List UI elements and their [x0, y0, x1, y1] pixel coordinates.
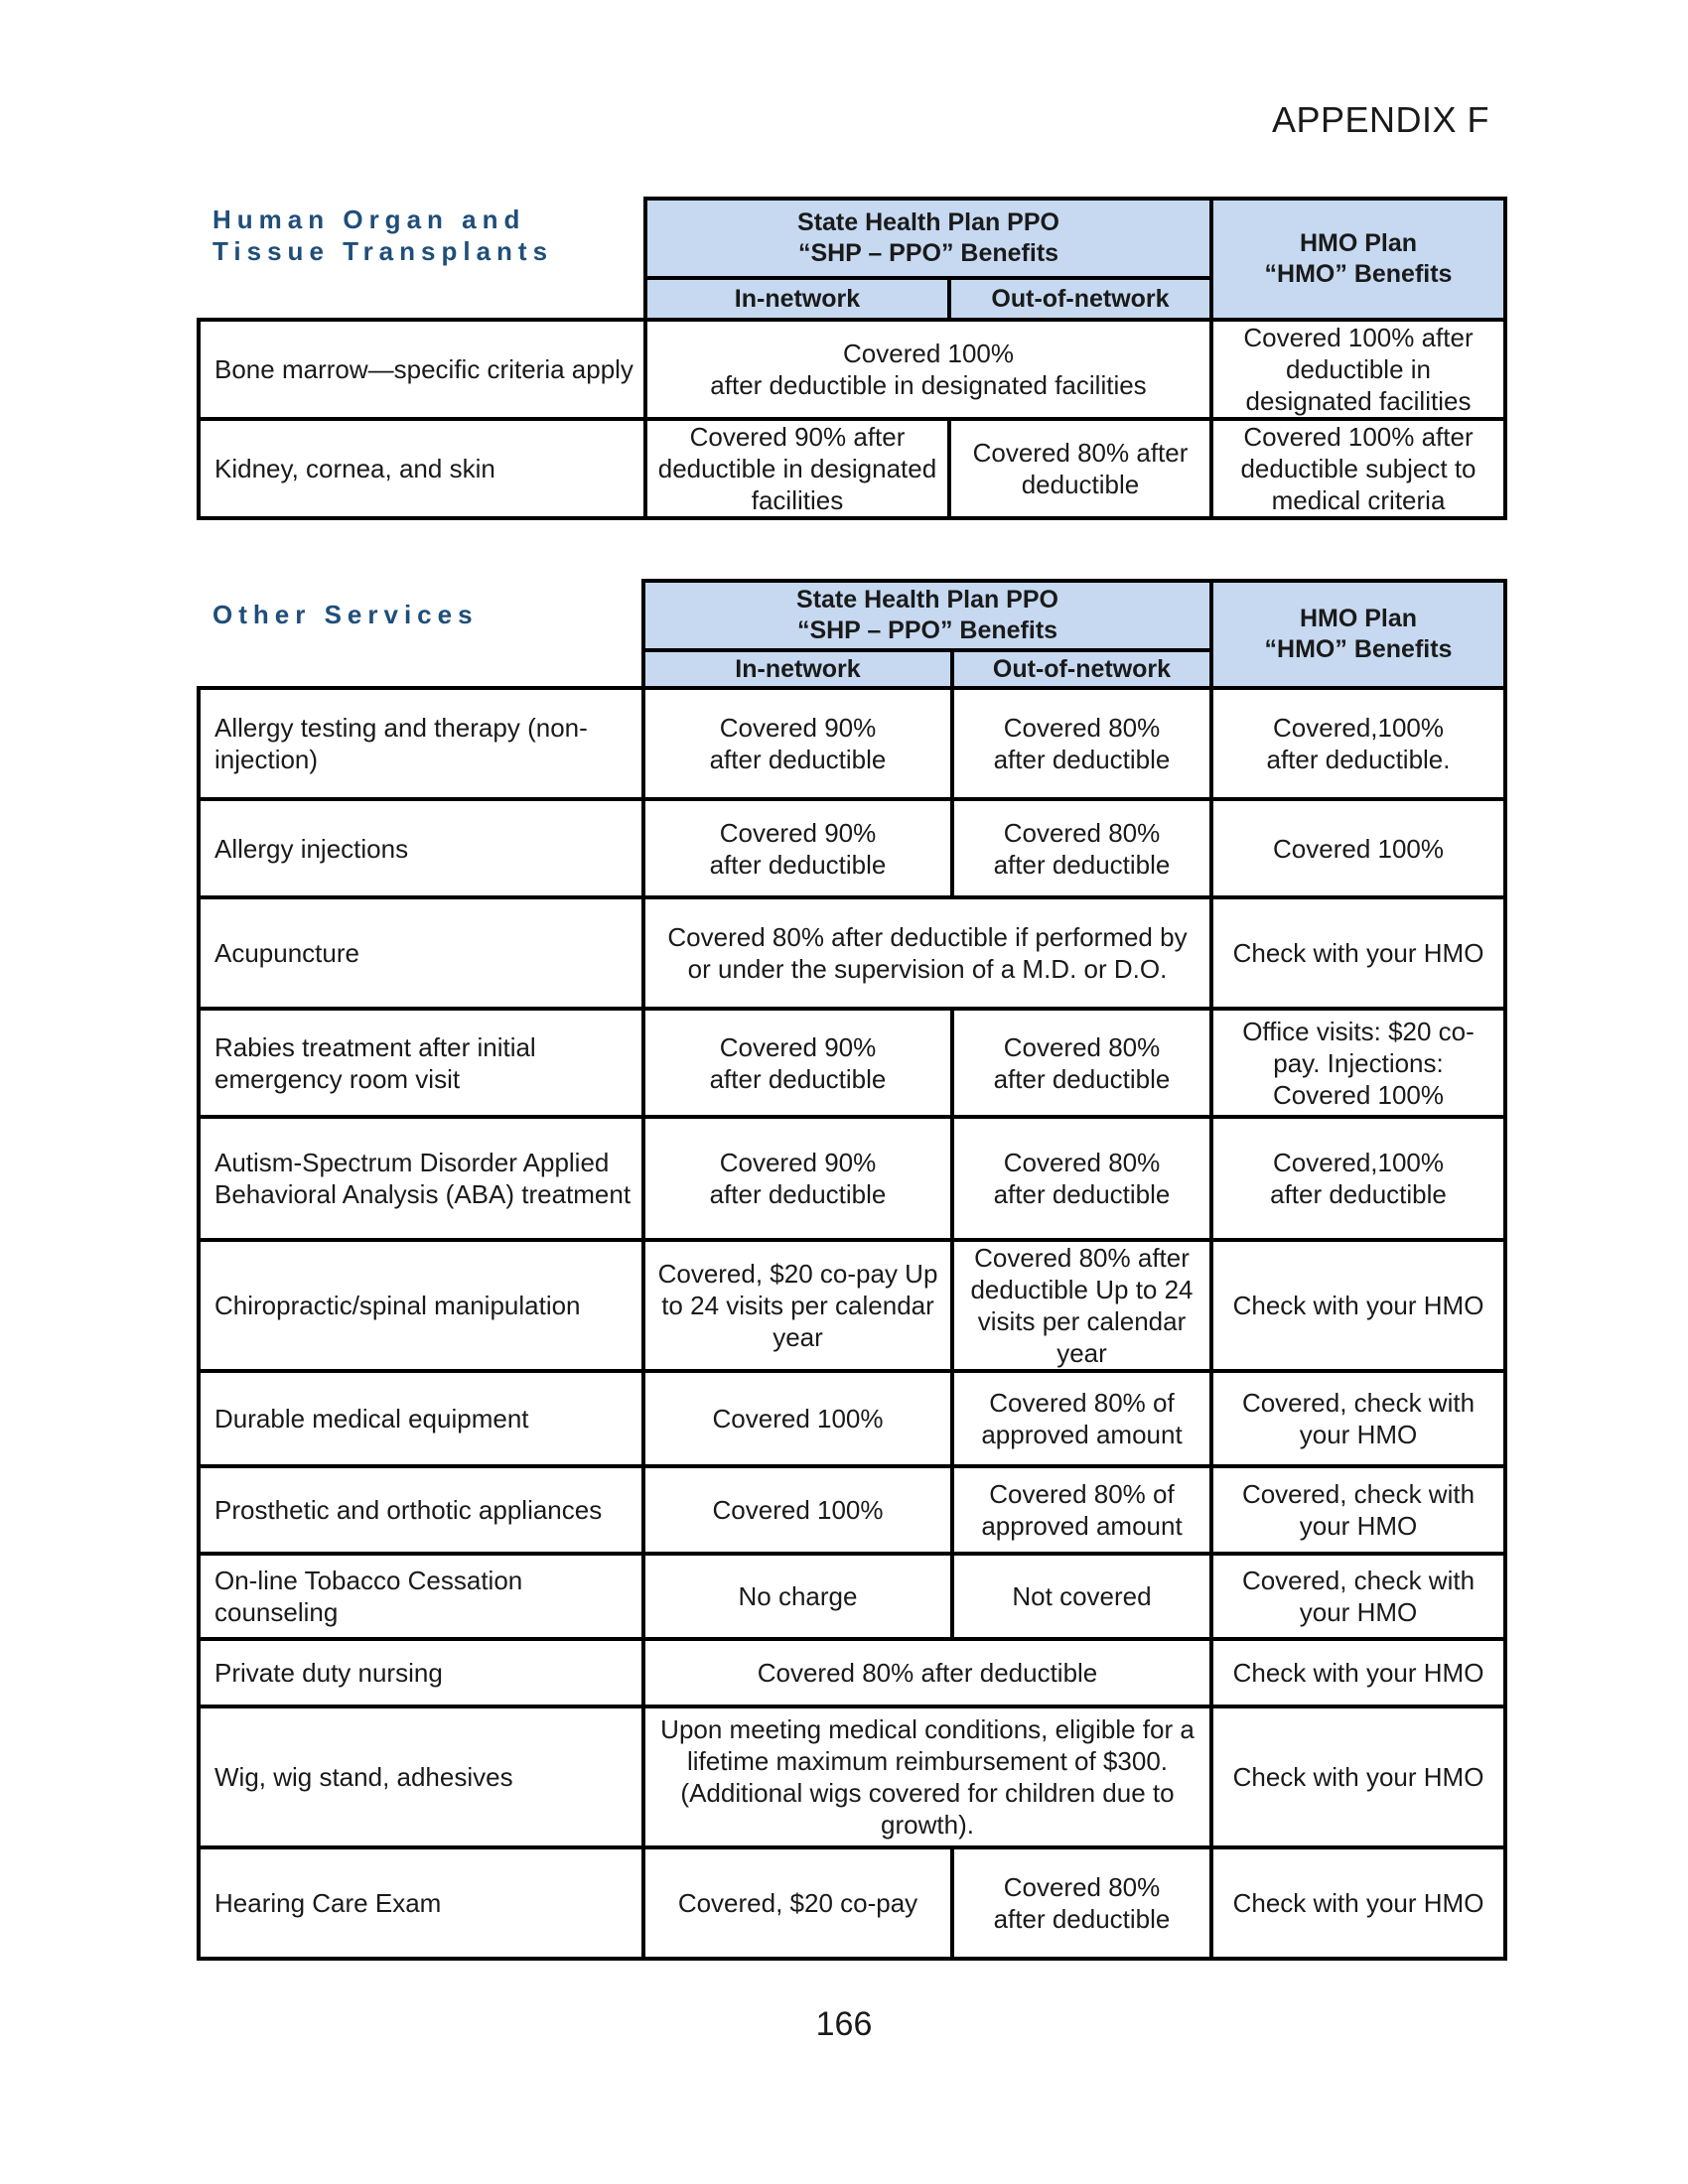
table-row — [199, 897, 1505, 1009]
row-label: Allergy testing and therapy (non-injection) — [199, 688, 643, 799]
hmo-benefit-cell: Covered 100% — [1211, 799, 1505, 897]
in-network-benefit-cell: Covered 90% after deductible — [643, 1009, 952, 1117]
hmo-benefit-cell: Check with your HMO — [1211, 1706, 1505, 1847]
shp-benefit-cell: Covered 80% after deductible — [643, 1639, 1211, 1706]
out-of-network-benefit-cell: Covered 80% after deductible — [952, 1009, 1211, 1117]
in-network-benefit-cell: No charge — [643, 1554, 952, 1639]
hmo-benefit-cell: Covered 100% after deductible in designated facilities — [1211, 320, 1505, 419]
in-network-benefit-cell: Covered 90% after deductible — [643, 1117, 952, 1240]
shp-benefit-cell — [645, 320, 1211, 419]
table-row — [199, 320, 1505, 419]
in-network-benefit-cell: Covered 90% after deductible in designated facilities — [645, 419, 949, 518]
hmo-benefit-cell: Check with your HMO — [1211, 1847, 1505, 1959]
out-of-network-benefit-cell: Covered 80% after deductible — [952, 1847, 1211, 1959]
row-label: Bone marrow—specific criteria apply — [199, 320, 645, 419]
table-row — [199, 799, 1505, 897]
in-network-benefit-cell: Covered, $20 co-pay Up to 24 visits per calendar year — [643, 1240, 952, 1371]
shp-ppo-header-line-1: State Health Plan PPO — [796, 586, 1058, 614]
table-row — [199, 419, 1505, 518]
hmo-header — [1211, 581, 1505, 688]
in-network-benefit-cell: Covered 90% after deductible — [643, 799, 952, 897]
hmo-header-line-1: HMO Plan — [1299, 605, 1418, 632]
out-of-network-benefit-cell: Covered 80% after deductible Up to 24 visits per calendar year — [952, 1240, 1211, 1371]
row-label: Autism-Spectrum Disorder Applied Behavioral Analysis (ABA) treatment — [199, 1117, 643, 1240]
hmo-benefit-cell: Covered,100% after deductible — [1211, 1117, 1505, 1240]
hmo-header-line-1: HMO Plan — [1299, 229, 1418, 257]
shp-benefit-line-1: Covered 100% — [843, 339, 1014, 368]
table-row — [199, 688, 1505, 799]
shp-ppo-header-line-2: “SHP – PPO” Benefits — [796, 616, 1058, 644]
transplants-table — [197, 197, 1507, 520]
row-label: Hearing Care Exam — [199, 1847, 643, 1959]
table-row — [199, 1371, 1505, 1466]
table-row — [199, 1009, 1505, 1117]
row-label: Acupuncture — [199, 897, 643, 1009]
appendix-label: APPENDIX F — [1271, 99, 1489, 140]
table-row — [199, 1240, 1505, 1371]
row-label: Rabies treatment after initial emergency room visit — [199, 1009, 643, 1117]
in-network-header: In-network — [645, 278, 949, 320]
header-blank-cell — [199, 581, 643, 688]
hmo-benefit-cell: Check with your HMO — [1211, 1240, 1505, 1371]
shp-benefit-cell: Upon meeting medical conditions, eligible for a lifetime maximum reimbursement of $300. (Additional wigs covered for children due to growth). — [643, 1706, 1211, 1847]
shp-ppo-header — [645, 199, 1211, 278]
page-number: 166 — [815, 2005, 873, 2043]
shp-ppo-header-line-1: State Health Plan PPO — [797, 208, 1059, 236]
row-label: Kidney, cornea, and skin — [199, 419, 645, 518]
out-of-network-benefit-cell: Not covered — [952, 1554, 1211, 1639]
hmo-benefit-cell: Check with your HMO — [1211, 897, 1505, 1009]
row-label: Wig, wig stand, adhesives — [199, 1706, 643, 1847]
shp-benefit-cell: Covered 80% after deductible if performed by or under the supervision of a M.D. or D.O. — [643, 897, 1211, 1009]
row-label: Allergy injections — [199, 799, 643, 897]
table-row — [199, 1117, 1505, 1240]
hmo-header — [1211, 199, 1505, 320]
hmo-benefit-cell: Covered, check with your HMO — [1211, 1371, 1505, 1466]
row-label: Private duty nursing — [199, 1639, 643, 1706]
table-row — [199, 1466, 1505, 1554]
row-label: Chiropractic/spinal manipulation — [199, 1240, 643, 1371]
in-network-header: In-network — [643, 650, 952, 688]
hmo-benefit-cell: Covered 100% after deductible subject to medical criteria — [1211, 419, 1505, 518]
out-of-network-header: Out-of-network — [952, 650, 1211, 688]
hmo-benefit-cell: Covered,100% after deductible. — [1211, 688, 1505, 799]
out-of-network-benefit-cell: Covered 80% after deductible — [952, 799, 1211, 897]
out-of-network-benefit-cell: Covered 80% of approved amount — [952, 1371, 1211, 1466]
section-title-line-2: Tissue Transplants — [212, 236, 554, 266]
out-of-network-header: Out-of-network — [949, 278, 1211, 320]
hmo-benefit-cell: Check with your HMO — [1211, 1639, 1505, 1706]
shp-benefit-line-2: after deductible in designated facilities — [710, 370, 1147, 400]
out-of-network-benefit-cell: Covered 80% after deductible — [952, 1117, 1211, 1240]
in-network-benefit-cell: Covered 90% after deductible — [643, 688, 952, 799]
hmo-header-line-2: “HMO” Benefits — [1264, 260, 1453, 288]
table-row — [199, 1639, 1505, 1706]
hmo-header-line-2: “HMO” Benefits — [1264, 635, 1453, 663]
out-of-network-benefit-cell: Covered 80% of approved amount — [952, 1466, 1211, 1554]
in-network-benefit-cell: Covered 100% — [643, 1466, 952, 1554]
table-row — [199, 1706, 1505, 1847]
row-label: On-line Tobacco Cessation counseling — [199, 1554, 643, 1639]
row-label: Durable medical equipment — [199, 1371, 643, 1466]
shp-ppo-header-line-2: “SHP – PPO” Benefits — [797, 239, 1059, 267]
row-label: Prosthetic and orthotic appliances — [199, 1466, 643, 1554]
table-row — [199, 1847, 1505, 1959]
section-title-line-1: Human Organ and — [212, 205, 526, 234]
hmo-benefit-cell: Covered, check with your HMO — [1211, 1466, 1505, 1554]
in-network-benefit-cell: Covered 100% — [643, 1371, 952, 1466]
in-network-benefit-cell: Covered, $20 co-pay — [643, 1847, 952, 1959]
other-services-table — [197, 579, 1507, 1961]
out-of-network-benefit-cell: Covered 80% after deductible — [949, 419, 1211, 518]
section-title-other-services: Other Services — [212, 600, 479, 629]
table-row — [199, 1554, 1505, 1639]
hmo-benefit-cell: Office visits: $20 co-pay. Injections: Covered 100% — [1211, 1009, 1505, 1117]
header-blank-cell — [199, 199, 645, 320]
out-of-network-benefit-cell: Covered 80% after deductible — [952, 688, 1211, 799]
shp-ppo-header — [643, 581, 1211, 650]
hmo-benefit-cell: Covered, check with your HMO — [1211, 1554, 1505, 1639]
